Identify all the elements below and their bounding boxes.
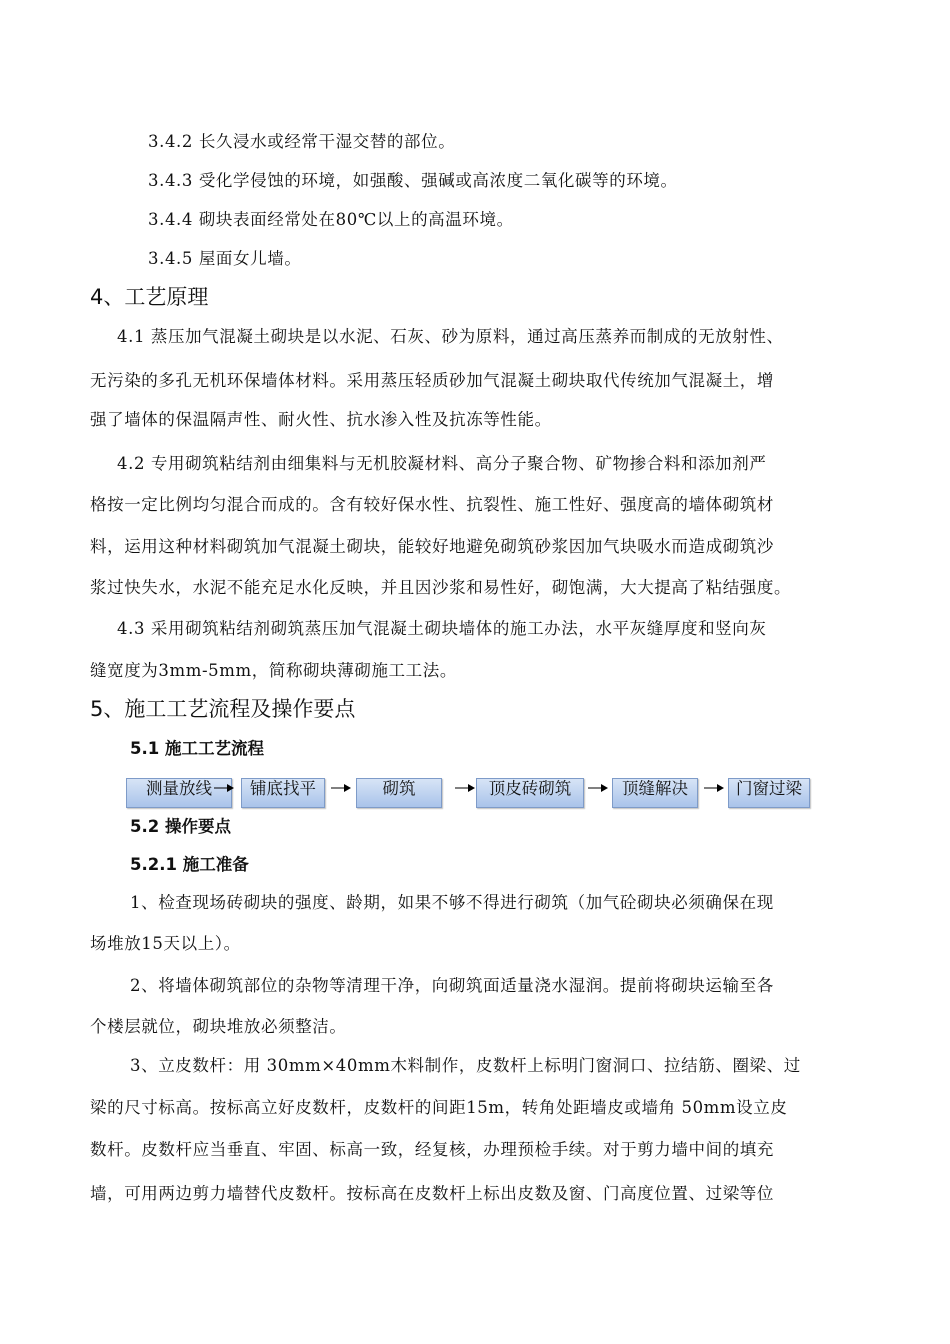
flow-step-3: 砌筑 (356, 778, 442, 808)
flow-step-5: 顶缝解决 (612, 778, 698, 808)
flow-step-4: 顶皮砖砌筑 (476, 778, 584, 808)
flow-step-6: 门窗过梁 (728, 778, 810, 808)
para-4-2-line-4: 浆过快失水，水泥不能充足水化反映，并且因沙浆和易性好，砌饱满，大大提高了粘结强度。 (90, 578, 792, 597)
heading-section-4: 4、工艺原理 (90, 285, 209, 309)
para-prep-3-line-1: 3、立皮数杆：用 30mm×40mm木料制作，皮数杆上标明门窗洞口、拉结筋、圈梁、过 (130, 1056, 801, 1075)
para-prep-2-line-2: 个楼层就位，砌块堆放必须整洁。 (90, 1017, 347, 1036)
item-3-4-2: 3.4.2 长久浸水或经常干湿交替的部位。 (148, 132, 456, 151)
para-prep-3-line-4: 墙，可用两边剪力墙替代皮数杆。按标高在皮数杆上标出皮数及窗、门高度位置、过梁等位 (90, 1184, 774, 1203)
para-4-1-line-3: 强了墙体的保温隔声性、耐火性、抗水渗入性及抗冻等性能。 (90, 410, 552, 429)
item-3-4-4: 3.4.4 砌块表面经常处在80℃以上的高温环境。 (148, 210, 514, 229)
para-4-1-line-1: 4.1 蒸压加气混凝土砌块是以水泥、石灰、砂为原料，通过高压蒸养而制成的无放射性、 (117, 327, 784, 346)
para-prep-1-line-1: 1、检查现场砖砌块的强度、龄期，如果不够不得进行砌筑（加气砼砌块必须确保在现 (130, 893, 774, 912)
item-3-4-3: 3.4.3 受化学侵蚀的环境，如强酸、强碱或高浓度二氧化碳等的环境。 (148, 171, 678, 190)
subheading-5-1: 5.1 施工工艺流程 (130, 739, 264, 758)
flow-step-2: 铺底找平 (241, 778, 325, 808)
arrow-right-icon (588, 783, 608, 793)
para-4-2-line-3: 料，运用这种材料砌筑加气混凝土砌块，能较好地避免砌筑砂浆因加气块吸水而造成砌筑沙 (90, 537, 774, 556)
para-4-2-line-1: 4.2 专用砌筑粘结剂由细集料与无机胶凝材料、高分子聚合物、矿物掺合料和添加剂严 (117, 454, 767, 473)
para-4-2-line-2: 格按一定比例均匀混合而成的。含有较好保水性、抗裂性、施工性好、强度高的墙体砌筑材 (90, 495, 774, 514)
arrow-right-icon (704, 783, 724, 793)
heading-section-5: 5、施工工艺流程及操作要点 (90, 697, 356, 721)
para-4-3-line-1: 4.3 采用砌筑粘结剂砌筑蒸压加气混凝土砌块墙体的施工办法，水平灰缝厚度和竖向灰 (117, 619, 767, 638)
para-prep-3-line-3: 数杆。皮数杆应当垂直、牢固、标高一致，经复核，办理预检手续。对于剪力墙中间的填充 (90, 1140, 774, 1159)
para-prep-2-line-1: 2、将墙体砌筑部位的杂物等清理干净，向砌筑面适量浇水湿润。提前将砌块运输至各 (130, 976, 774, 995)
arrow-right-icon (455, 783, 475, 793)
para-4-1-line-2: 无污染的多孔无机环保墙体材料。采用蒸压轻质砂加气混凝土砌块取代传统加气混凝土，增 (90, 371, 774, 390)
para-4-3-line-2: 缝宽度为3mm-5mm，简称砌块薄砌施工工法。 (90, 661, 457, 680)
flow-step-1: 测量放线 (126, 778, 232, 808)
arrow-right-icon (214, 783, 234, 793)
subheading-5-2: 5.2 操作要点 (130, 817, 231, 836)
para-prep-1-line-2: 场堆放15天以上）。 (90, 934, 241, 953)
subheading-5-2-1: 5.2.1 施工准备 (130, 855, 249, 874)
item-3-4-5: 3.4.5 屋面女儿墙。 (148, 249, 302, 268)
para-prep-3-line-2: 梁的尺寸标高。按标高立好皮数杆，皮数杆的间距15m，转角处距墙皮或墙角 50mm设立皮 (90, 1098, 788, 1117)
arrow-right-icon (331, 783, 351, 793)
